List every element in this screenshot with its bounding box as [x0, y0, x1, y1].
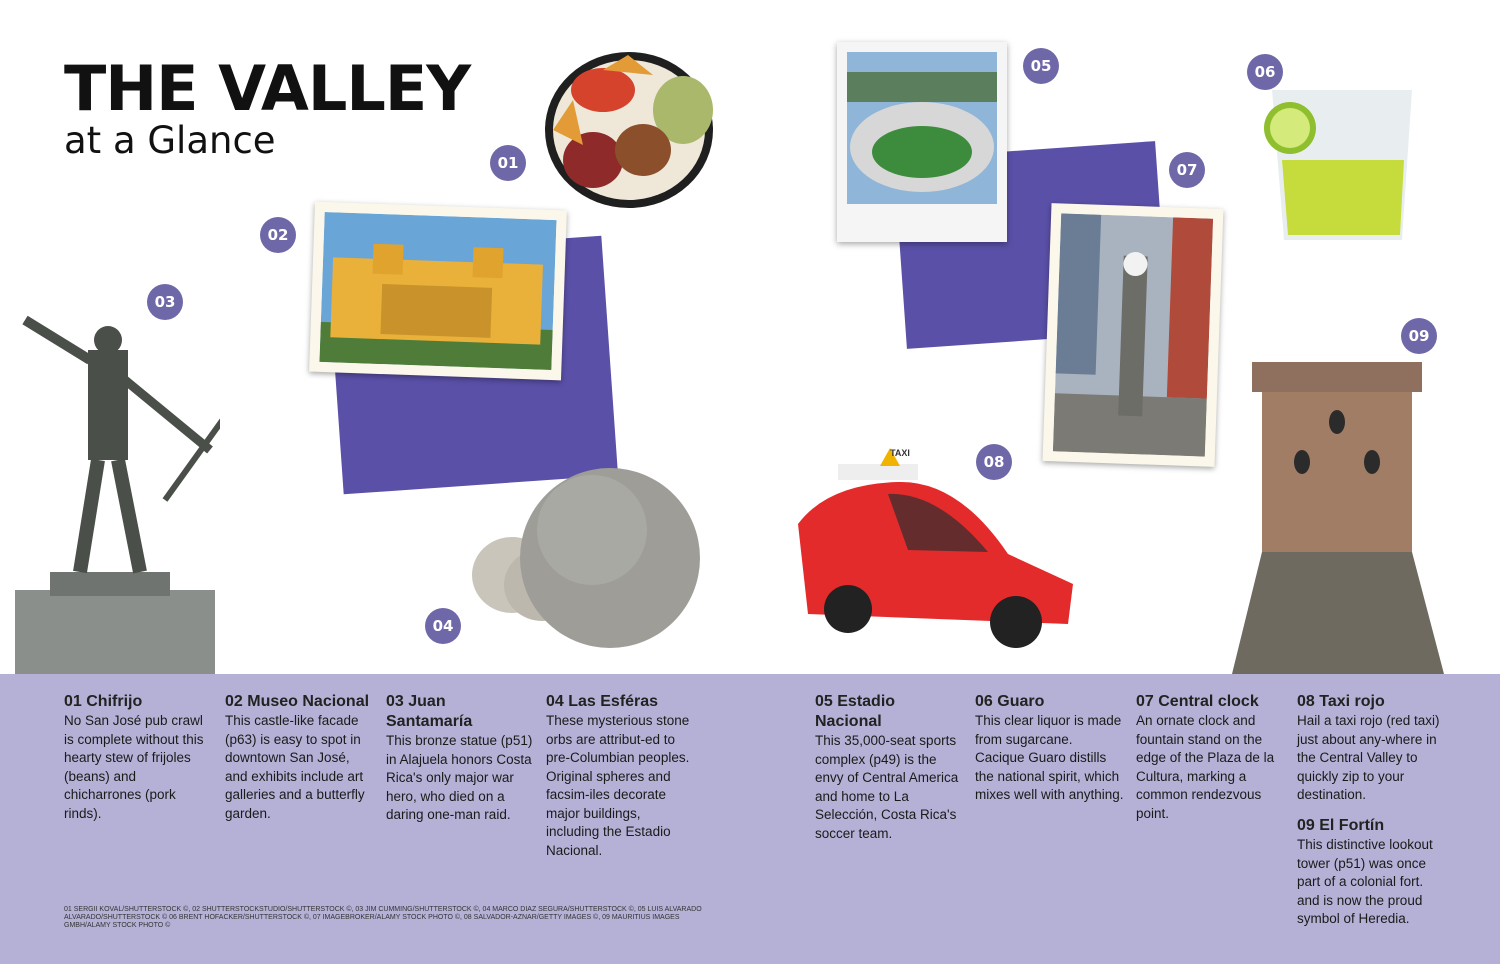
entry-title: 01 Chifrijo [64, 693, 143, 710]
juan-santamaria-statue-image [10, 300, 220, 674]
entry-guaro [975, 692, 1125, 805]
badge-08: 08 [976, 444, 1012, 480]
museo-nacional-photo [309, 202, 567, 381]
central-clock-image [1053, 213, 1213, 456]
stone-spheres-image [462, 450, 700, 674]
museo-nacional-image [319, 212, 556, 370]
badge-07: 07 [1169, 152, 1205, 188]
entry-central-clock [1136, 692, 1286, 823]
entry-title: 06 Guaro [975, 693, 1045, 710]
entry-title: 07 Central clock [1136, 693, 1259, 710]
page-subtitle: at a Glance [64, 119, 276, 162]
entry-juan-santamaria [386, 692, 536, 825]
entry-el-fortin [1297, 816, 1447, 929]
central-clock-photo [1043, 203, 1224, 467]
entry-title: 05 Estadio Nacional [815, 693, 896, 730]
entry-title: 08 Taxi rojo [1297, 693, 1385, 710]
entry-title: 03 Juan Santamaría [386, 693, 473, 730]
entry-title: 02 Museo Nacional [225, 693, 370, 710]
badge-09: 09 [1401, 318, 1437, 354]
entry-text: This 35,000-seat sports complex (p49) is the envy of Central America and home to La Selección, Costa Rica's soccer team. [815, 733, 959, 841]
entry-text: Hail a taxi rojo (red taxi) just about any-where in the Central Valley to quickly zip to your destination. [1297, 713, 1440, 802]
estadio-photo [837, 42, 1007, 242]
entry-text: This bronze statue (p51) in Alajuela honors Costa Rica's only major war hero, who died on a daring one-man raid. [386, 733, 533, 822]
entry-text: This castle-like facade (p63) is easy to spot in downtown San José, and exhibits include art galleries and a butterfly garden. [225, 713, 365, 821]
estadio-nacional-image [847, 52, 997, 204]
badge-06: 06 [1247, 54, 1283, 90]
taxi-roof-sign: TAXI [890, 448, 910, 458]
chifrijo-bowl-image [543, 50, 715, 210]
red-taxi-image [788, 444, 1076, 662]
badge-01: 01 [490, 145, 526, 181]
entry-text: This distinctive lookout tower (p51) was once part of a colonial fort. and is now the proud symbol of Heredia. [1297, 837, 1433, 926]
entry-las-esferas [546, 692, 696, 860]
badge-05: 05 [1023, 48, 1059, 84]
entry-title: 04 Las Esféras [546, 693, 659, 710]
page-title: THE VALLEY [64, 52, 471, 125]
entry-text: These mysterious stone orbs are attribut-ed to pre-Columbian peoples. Original spheres and facsim-iles decorate major buildings, including the Estadio Nacional. [546, 713, 690, 858]
entry-text: No San José pub crawl is complete without this hearty stew of frijoles (beans) and chicharrones (pork rinds). [64, 713, 204, 821]
guaro-drink-image [1262, 80, 1420, 252]
badge-03: 03 [147, 284, 183, 320]
badge-02: 02 [260, 217, 296, 253]
entry-title: 09 El Fortín [1297, 817, 1385, 834]
entry-taxi-rojo [1297, 692, 1447, 805]
entry-text: This clear liquor is made from sugarcane. Cacique Guaro distills the national spirit, which mixes well with anything. [975, 713, 1124, 802]
entry-text: An ornate clock and fountain stand on the edge of the Plaza de la Cultura, marking a common rendezvous point. [1136, 713, 1275, 821]
badge-04: 04 [425, 608, 461, 644]
entry-estadio-nacional [815, 692, 965, 843]
photo-credits: 01 SERGII KOVAL/SHUTTERSTOCK ©, 02 SHUTTERSTOCKSTUDIO/SHUTTERSTOCK ©, 03 JIM CUMMING/SHUTTERSTOCK ©, 04 MARCO DIAZ SEGURA/SHUTTERSTOCK ©, 05 LUIS ALVARADO ALVARADO/SHUTTERSTOCK © 06 BRENT HOFACKER/SHUTTERSTOCK ©, 07 IMAGEBROKER/ALAMY STOCK PHOTO ©, 08 SALVADOR-AZNAR/GETTY IMAGES ©, 09 MAURITIUS IMAGES GMBH/ALAMY STOCK PHOTO © [64, 906, 702, 929]
entry-chifrijo [64, 692, 214, 823]
entry-museo-nacional [225, 692, 375, 823]
el-fortin-tower-image [1222, 322, 1450, 674]
